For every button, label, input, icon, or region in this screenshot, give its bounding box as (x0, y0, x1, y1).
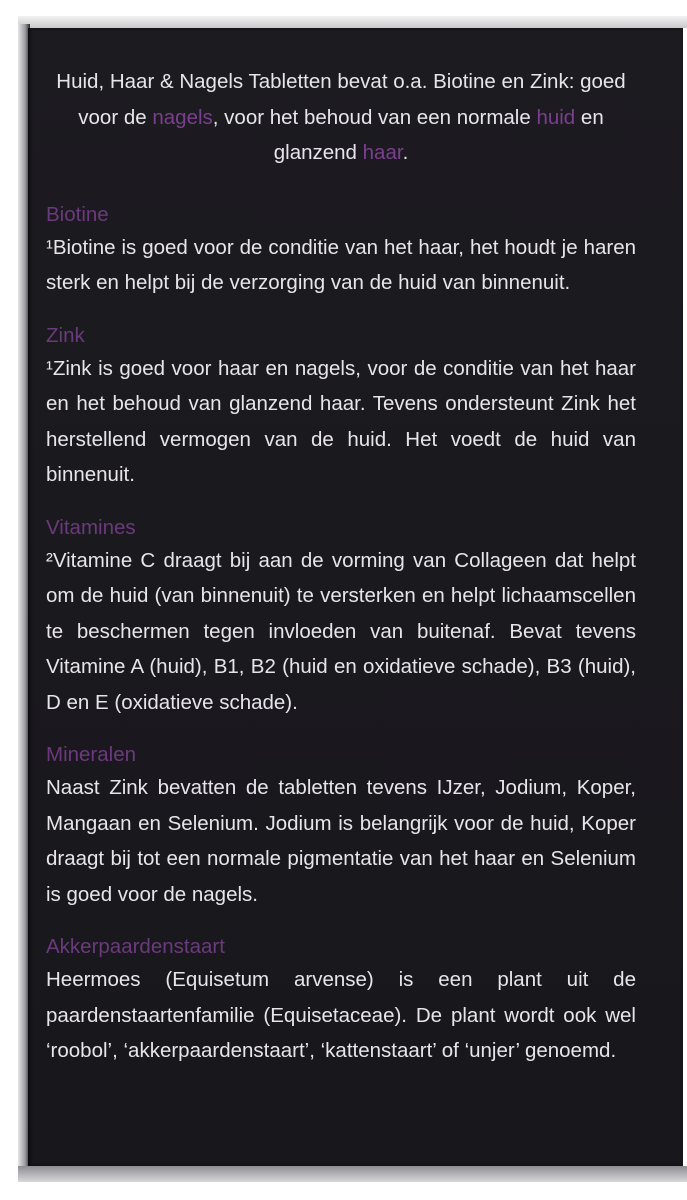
box-bottom-edge (18, 1166, 687, 1182)
intro-text-2: , voor het behoud van een normale (212, 105, 537, 129)
highlight-nagels: nagels (152, 105, 213, 129)
section-body: ²Vitamine C draagt bij aan de vorming van Collageen dat helpt om de huid (van binnenuit) te versterken en helpt lichaamscellen te beschermen tegen invloeden van buitenaf. Bevat tevens Vitamine A (huid), B1, B2 (huid en oxidatieve schade), B3 (huid), D en E (oxidatieve schade). (46, 548, 636, 714)
section-body: ¹Biotine is goed voor de conditie van het haar, het houdt je haren sterk en helpt bij de verzorging van de huid van binnenuit. (46, 235, 636, 294)
section-vitamines (46, 513, 636, 721)
section-body: Heermoes (Equisetum arvense) is een plant uit de paardenstaartenfamilie (Equisetaceae). De plant wordt ook wel ‘roobol’, ‘akkerpaardenstaart’, ‘kattenstaart’ of ‘unjer’ genoemd. (46, 968, 636, 1062)
intro-text-1: Huid, Haar & Nagels Tabletten bevat o.a. Biotine en Zink: goed voor de (56, 70, 626, 129)
section-body: ¹Zink is goed voor haar en nagels, voor de conditie van het haar en het behoud van glanzend haar. Tevens ondersteunt Zink het herstellend vermogen van de huid. Het voedt de huid van binnenuit. (46, 356, 636, 486)
intro-text-4: . (402, 141, 409, 164)
box-top-edge (18, 16, 687, 28)
package-text (46, 64, 636, 1089)
section-body: Naast Zink bevatten de tabletten tevens IJzer, Jodium, Koper, Mangaan en Selenium. Jodium is belangrijk voor de huid, Koper draagt bij tot een normale pigmentatie van het haar en Selenium is goed voor de nagels. (46, 776, 636, 906)
section-heading: Akkerpaardenstaart (46, 935, 225, 958)
highlight-haar: haar (362, 141, 403, 164)
section-mineralen (46, 740, 636, 912)
intro-paragraph (46, 64, 636, 171)
section-heading: Mineralen (46, 743, 137, 766)
section-heading: Biotine (46, 202, 109, 226)
intro-text-3: en glanzend (273, 105, 604, 164)
section-heading: Zink (46, 323, 85, 347)
highlight-huid: huid (536, 105, 576, 129)
section-heading: Vitamines (46, 515, 136, 539)
section-zink (46, 321, 636, 493)
section-biotine (46, 200, 636, 301)
section-akkerpaardenstaart (46, 932, 636, 1069)
